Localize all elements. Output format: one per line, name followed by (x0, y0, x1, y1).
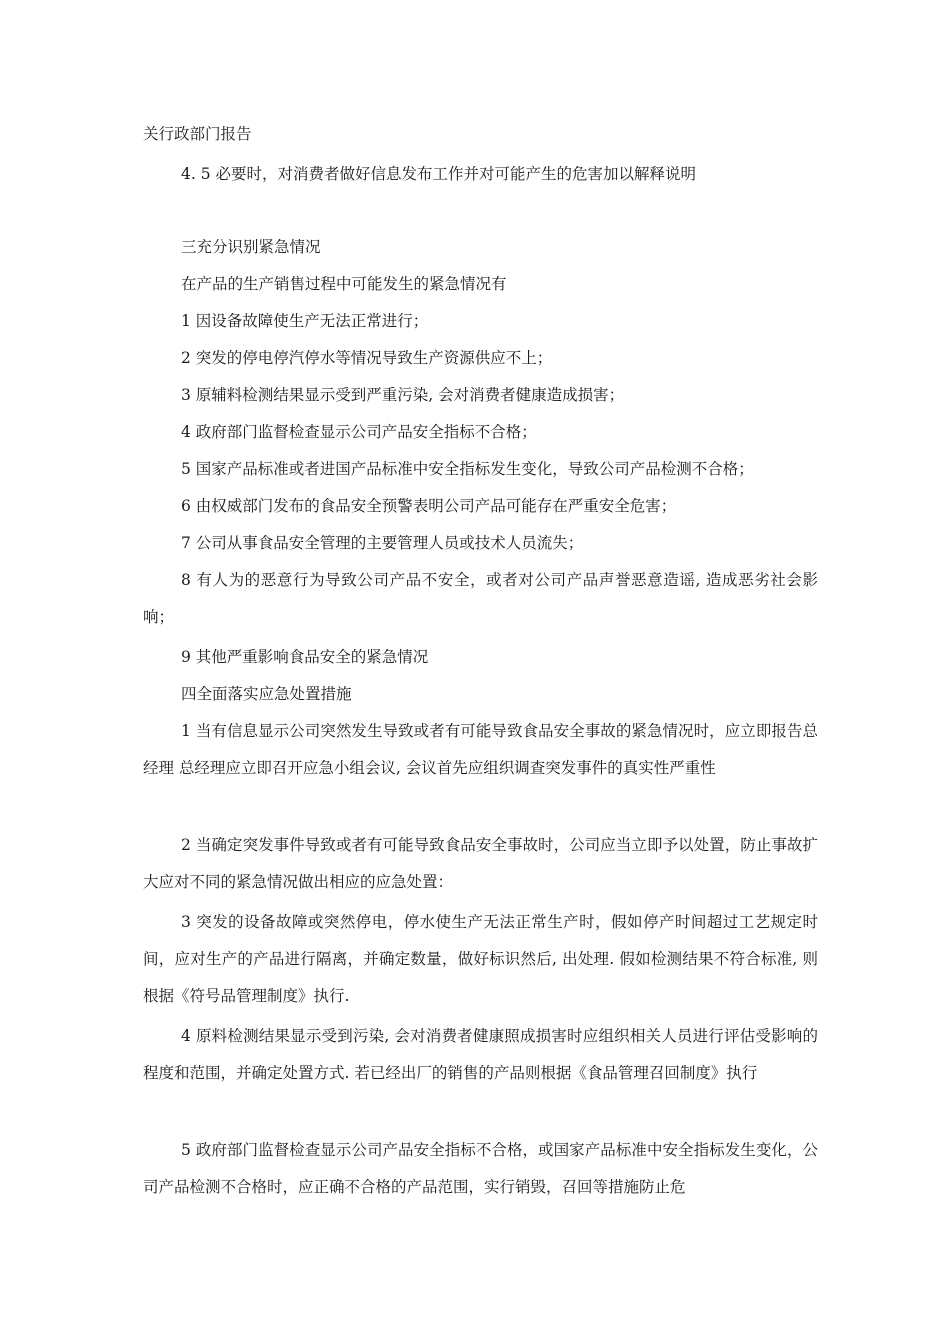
continued-line: 关行政部门报告 (143, 125, 252, 143)
measure-3: 3 突发的设备故障或突然停电，停水使生产无法正常生产时，假如停产时间超过工艺规定时间，应对生产的产品进行隔离，并确定数量，做好标识然后, 出处理. 假如检测结果不符合标准, 则根据《符号品管理制度》执行. (143, 913, 818, 1005)
measure-1: 1 当有信息显示公司突然发生导致或者有可能导致食品安全事故的紧急情况时，应立即报告总经理 总经理应立即召开应急小组会议, 会议首先应组织调查突发事件的真实性严重性 (143, 722, 818, 777)
emergency-case-8: 8 有人为的恶意行为导致公司产品不安全，或者对公司产品声誉恶意造谣, 造成恶劣社会影响； (143, 571, 818, 626)
measure-5: 5 政府部门监督检查显示公司产品安全指标不合格，或国家产品标准中安全指标发生变化，公司产品检测不合格时，应正确不合格的产品范围，实行销毁，召回等措施防止危 (143, 1141, 818, 1196)
section-3-heading: 三充分识别紧急情况 (181, 238, 321, 256)
section-3-intro: 在产品的生产销售过程中可能发生的紧急情况有 (181, 275, 507, 293)
emergency-case-2: 2 突发的停电停汽停水等情况导致生产资源供应不上； (181, 349, 553, 367)
emergency-case-1: 1 因设备故障使生产无法正常进行； (181, 312, 429, 330)
section-4-heading: 四全面落实应急处置措施 (181, 685, 352, 703)
emergency-case-7: 7 公司从事食品安全管理的主要管理人员或技术人员流失； (181, 534, 584, 552)
item-4-5: 4. 5 必要时，对消费者做好信息发布工作并对可能产生的危害加以解释说明 (181, 165, 697, 183)
emergency-case-5: 5 国家产品标准或者进国产品标准中安全指标发生变化，导致公司产品检测不合格； (181, 460, 754, 478)
emergency-case-9: 9 其他严重影响食品安全的紧急情况 (181, 648, 429, 666)
measure-2: 2 当确定突发事件导致或者有可能导致食品安全事故时，公司应当立即予以处置，防止事故扩大应对不同的紧急情况做出相应的应急处置： (143, 836, 818, 891)
measure-4: 4 原料检测结果显示受到污染, 会对消费者健康照成损害时应组织相关人员进行评估受影响的程度和范围，并确定处置方式. 若已经出厂的销售的产品则根据《食品管理召回制度》执行 (143, 1027, 818, 1082)
emergency-case-4: 4 政府部门监督检查显示公司产品安全指标不合格； (181, 423, 537, 441)
emergency-case-6: 6 由权威部门发布的食品安全预警表明公司产品可能存在严重安全危害； (181, 497, 677, 515)
emergency-case-3: 3 原辅料检测结果显示受到严重污染, 会对消费者健康造成损害； (181, 386, 625, 404)
